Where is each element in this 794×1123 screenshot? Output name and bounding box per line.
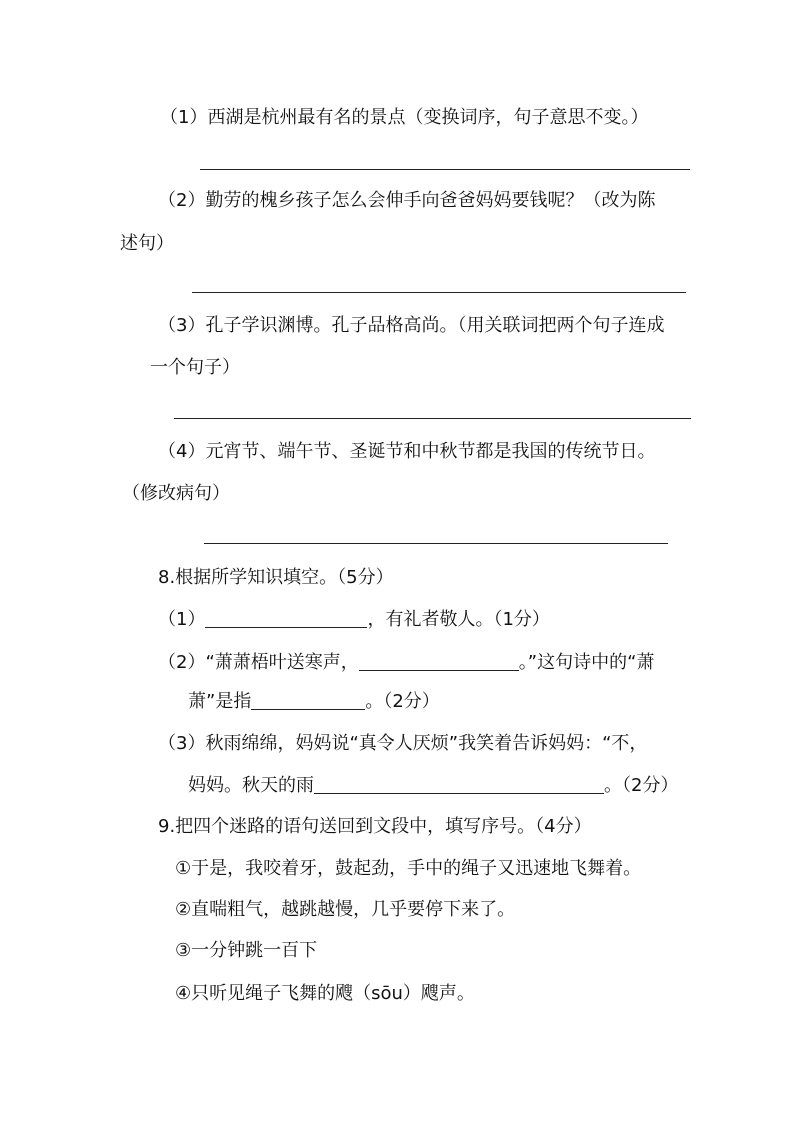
q2b-suffix: 。（2分） xyxy=(365,691,440,712)
section-9-option-2: ②直喘粗气，越跳越慢，几乎要停下来了。 xyxy=(175,899,516,920)
q1-suffix: ，有礼者敬人。（1分） xyxy=(367,609,550,630)
q2b-prefix: 萧”是指 xyxy=(188,691,252,712)
item-3-text: （3）孔子学识渊博。孔子品格高尚。（用关联词把两个句子连成 xyxy=(158,315,665,336)
section-9-option-3: ③一分钟跳一百下 xyxy=(175,940,318,961)
q3b-blank[interactable] xyxy=(314,773,604,794)
item-4-text: （4）元宵节、端午节、圣诞节和中秋节都是我国的传统节日。 xyxy=(158,441,656,462)
section-9-option-1: ①于是，我咬着牙，鼓起劲，手中的绳子又迅速地飞舞着。 xyxy=(175,858,642,879)
q2-prefix: （2）“萧萧梧叶送寒声， xyxy=(158,652,359,673)
section-8-q3: （3）秋雨绵绵，妈妈说“真令人厌烦”我笑着告诉妈妈：“不， xyxy=(158,733,648,754)
q3b-prefix: 妈妈。秋天的雨 xyxy=(188,775,314,796)
section-9-option-4: ④只听见绳子飞舞的飕（sōu）飕声。 xyxy=(175,983,475,1004)
answer-line-3[interactable] xyxy=(174,418,691,419)
section-8-heading: 8.根据所学知识填空。（5分） xyxy=(158,567,394,588)
answer-line-4[interactable] xyxy=(204,543,668,544)
q3b-suffix: 。（2分） xyxy=(604,775,679,796)
item-4-text-cont: （修改病句） xyxy=(122,483,230,504)
section-8-q3-cont xyxy=(188,773,678,798)
answer-line-1[interactable] xyxy=(200,169,690,170)
item-2-text-cont: 述句） xyxy=(120,233,174,254)
answer-line-2[interactable] xyxy=(192,292,686,293)
q2b-blank[interactable] xyxy=(251,689,365,710)
section-8-q2 xyxy=(158,650,654,675)
item-1-text: （1）西湖是杭州最有名的景点（变换词序，句子意思不变。） xyxy=(160,107,649,128)
q1-prefix: （1） xyxy=(158,609,206,630)
section-8-q1 xyxy=(158,607,550,632)
item-3-text-cont: 一个句子） xyxy=(150,357,240,378)
section-9-heading: 9.把四个迷路的语句送回到文段中，填写序号。（4分） xyxy=(158,816,592,837)
section-8-q2-cont xyxy=(188,689,440,714)
q1-blank[interactable] xyxy=(205,607,367,628)
q2-suffix: 。”这句诗中的“萧 xyxy=(518,652,655,673)
q2-blank[interactable] xyxy=(359,650,519,671)
item-2-text: （2）勤劳的槐乡孩子怎么会伸手向爸爸妈妈要钱呢？（改为陈 xyxy=(158,190,656,211)
